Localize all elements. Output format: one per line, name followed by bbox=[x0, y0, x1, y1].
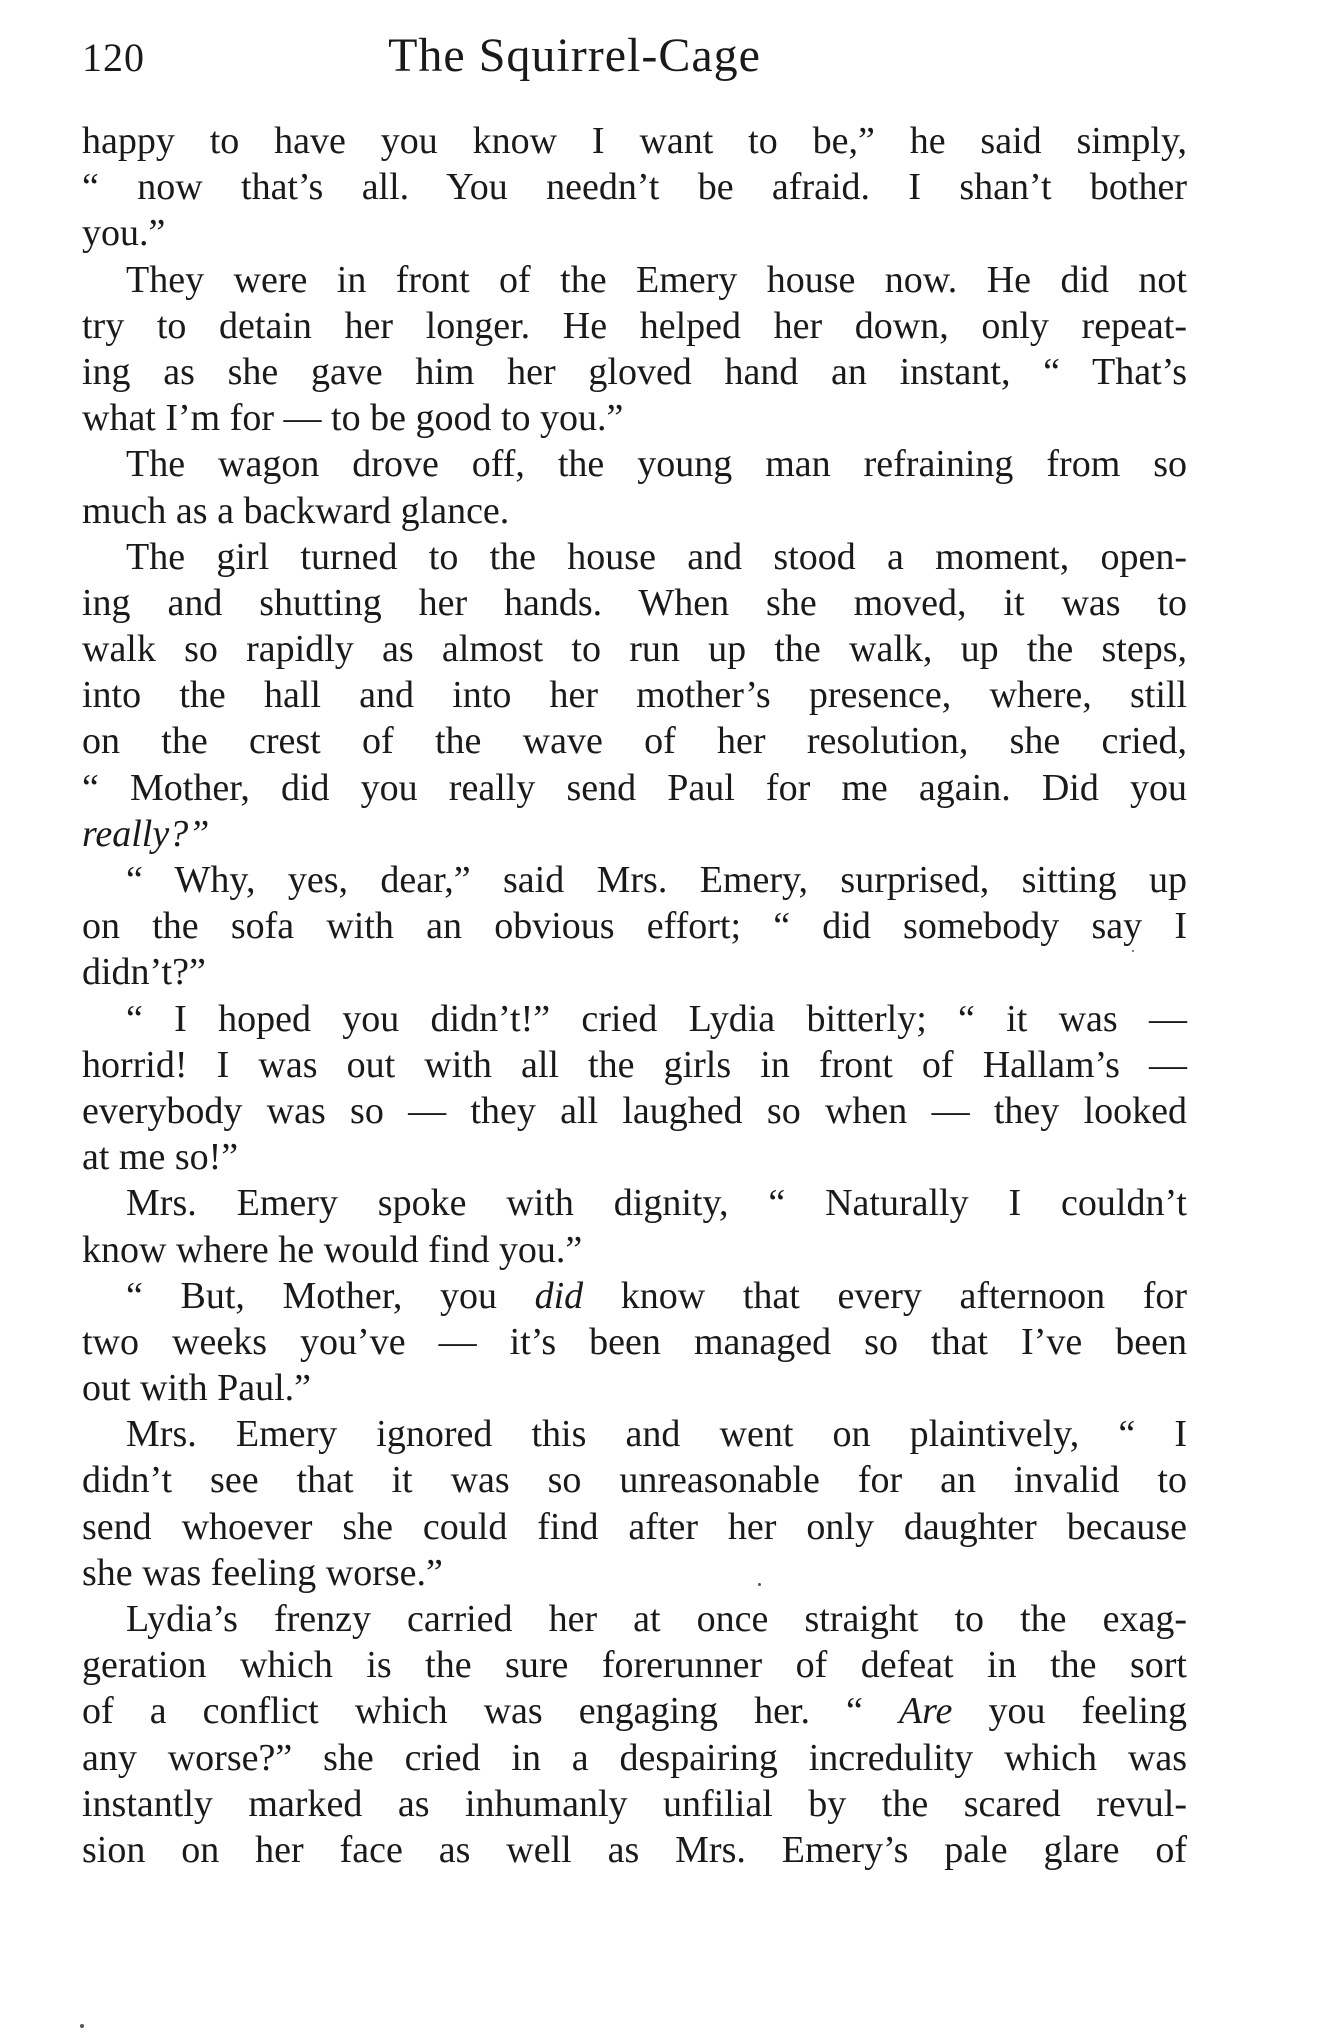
print-speck bbox=[80, 2024, 84, 2028]
text-line: much as a backward glance. bbox=[82, 489, 510, 532]
text-line: know where he would find you.” bbox=[82, 1228, 583, 1271]
text-line: Mrs. Emery spoke with dignity, “ Naturally I couldn’t bbox=[126, 1182, 1187, 1225]
text-line: instantly marked as inhumanly unfilial by the scared revul- bbox=[82, 1782, 1187, 1825]
text-line: of a conflict which was engaging her. “ Are you feeling bbox=[82, 1690, 1187, 1733]
text-line: she was feeling worse.” bbox=[82, 1551, 443, 1594]
emphasis: Are bbox=[898, 1690, 953, 1733]
text-line: didn’t?” bbox=[82, 951, 206, 994]
text-line: send whoever she could find after her only daughter because bbox=[82, 1505, 1187, 1548]
print-speck bbox=[758, 1583, 761, 1586]
text-line: “ Mother, did you really send Paul for me again. Did you bbox=[82, 766, 1187, 809]
text-line: happy to have you know I want to be,” he said simply, bbox=[82, 120, 1187, 162]
text-line: really?” bbox=[82, 812, 210, 855]
text-line: out with Paul.” bbox=[82, 1367, 312, 1410]
text-line: what I’m for — to be good to you.” bbox=[82, 397, 624, 440]
text-line: everybody was so — they all laughed so when — they looked bbox=[82, 1089, 1187, 1132]
text-line: “ Why, yes, dear,” said Mrs. Emery, surprised, sitting up bbox=[126, 859, 1187, 901]
text-line: walk so rapidly as almost to run up the walk, up the steps, bbox=[82, 628, 1187, 671]
emphasis: did bbox=[534, 1274, 584, 1317]
text-line: any worse?” she cried in a despairing incredulity which was bbox=[82, 1736, 1187, 1779]
text-line: “ now that’s all. You needn’t be afraid. I shan’t bother bbox=[82, 166, 1187, 209]
running-title: The Squirrel-Cage bbox=[388, 29, 761, 82]
text-line: didn’t see that it was so unreasonable for an invalid to bbox=[82, 1459, 1187, 1502]
text-line: The wagon drove off, the young man refraining from so bbox=[126, 443, 1187, 486]
text-line: Lydia’s frenzy carried her at once straight to the exag- bbox=[126, 1598, 1187, 1640]
text-line: geration which is the sure forerunner of defeat in the sort bbox=[82, 1644, 1187, 1687]
text-line: horrid! I was out with all the girls in front of Hallam’s — bbox=[82, 1043, 1187, 1086]
running-head bbox=[82, 28, 1187, 98]
text-line: on the sofa with an obvious effort; “ did somebody say I bbox=[82, 905, 1187, 948]
text-line: “ I hoped you didn’t!” cried Lydia bitterly; “ it was — bbox=[126, 997, 1187, 1040]
text-line: you.” bbox=[82, 212, 166, 255]
text-line: The girl turned to the house and stood a moment, open- bbox=[126, 535, 1187, 578]
text-line: Mrs. Emery ignored this and went on plaintively, “ I bbox=[126, 1413, 1187, 1456]
text-line: ing and shutting her hands. When she moved, it was to bbox=[82, 581, 1187, 624]
text-line: at me so!” bbox=[82, 1136, 239, 1179]
text-line: “ But, Mother, you did know that every afternoon for bbox=[126, 1274, 1187, 1317]
text-line: sion on her face as well as Mrs. Emery’s pale glare of bbox=[82, 1828, 1187, 1871]
text-line: ing as she gave him her gloved hand an instant, “ That’s bbox=[82, 350, 1187, 393]
body-text bbox=[82, 118, 1187, 1873]
text-line: They were in front of the Emery house now. He did not bbox=[126, 258, 1187, 301]
text-line: into the hall and into her mother’s presence, where, still bbox=[82, 674, 1187, 717]
page-number: 120 bbox=[82, 35, 145, 80]
text-line: on the crest of the wave of her resolution, she cried, bbox=[82, 720, 1187, 763]
text-line: try to detain her longer. He helped her down, only repeat- bbox=[82, 304, 1187, 347]
print-speck bbox=[1132, 950, 1134, 952]
text-line: two weeks you’ve — it’s been managed so that I’ve been bbox=[82, 1320, 1187, 1363]
